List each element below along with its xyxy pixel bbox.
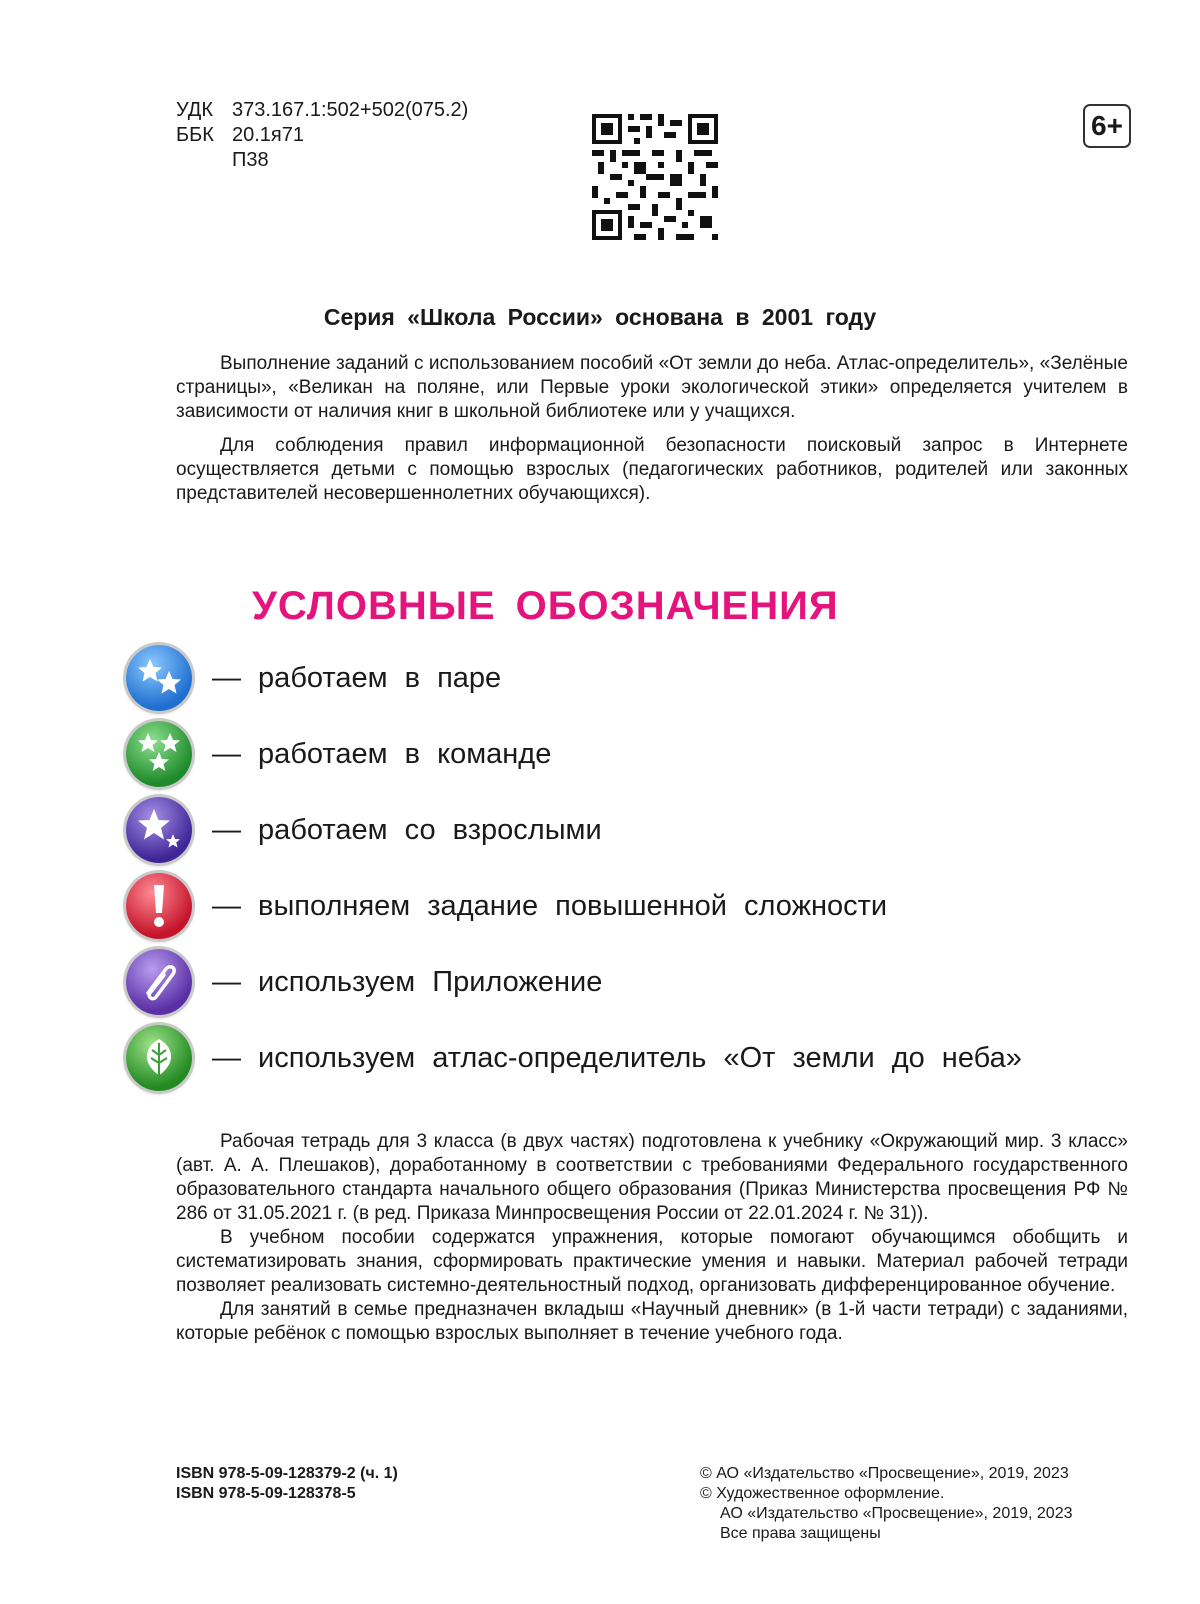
legend-list [126,640,1022,1096]
legend-label: — используем Приложение [212,965,603,998]
isbn-line: ISBN 978-5-09-128378-5 [176,1485,356,1502]
copyright-block [700,1464,1130,1544]
adults-work-icon [126,797,192,863]
legend-label: — работаем в команде [212,737,552,770]
legend-label: — работаем в паре [212,661,502,694]
description-paragraph: В учебном пособии содержатся упражнения, которые помогают обучающимся обобщить и систематизировать знания, сформировать практические умения и навыки. Материал рабочей тетради позволяет реализовать системно-деятельностный подход, организовать дифференцированное обучение. [176,1227,1128,1296]
author-code: П38 [232,149,269,171]
legend-item-appendix [126,944,1022,1020]
team-work-icon [126,721,192,787]
age-rating-badge: 6+ [1083,104,1131,148]
copyright-line: АО «Издательство «Просвещение», 2019, 2023 [720,1505,1073,1522]
bbk-value: 20.1я71 [232,124,305,146]
leaf-icon [126,1025,192,1091]
exclamation-icon [126,873,192,939]
classification-block [176,98,468,173]
legend-label: — используем атлас-определитель «От земли до неба» [212,1041,1022,1074]
legend-title: УСЛОВНЫЕ ОБОЗНАЧЕНИЯ [252,584,839,628]
qr-code [592,114,718,240]
intro-paragraph: Для соблюдения правил информационной безопасности поисковый запрос в Интернете осуществляется детьми с помощью взрослых (педагогических работников, родителей или законных представителей несовершеннолетних обучающихся). [176,435,1128,504]
legend-label: — работаем со взрослыми [212,813,602,846]
legend-item-atlas [126,1020,1022,1096]
series-line: Серия «Школа России» основана в 2001 году [323,304,877,330]
intro-paragraph: Выполнение заданий с использованием пособий «От земли до неба. Атлас-определитель», «Зелёные страницы», «Великан на поляне, или Первые уроки экологической этики» определяется учителем в зависимости от наличия книг в школьной библиотеке или у учащихся. [176,353,1128,422]
bbk-row [176,123,468,148]
legend-item-pair [126,640,1022,716]
copyright-line: © Художественное оформление. [700,1485,945,1502]
legend-label: — выполняем задание повышенной сложности [212,889,888,922]
paperclip-icon [126,949,192,1015]
intro-text [176,352,1128,516]
copyright-line: Все права защищены [720,1525,881,1542]
udk-row [176,98,468,123]
udk-label: УДК [176,99,214,121]
copyright-line: © АО «Издательство «Просвещение», 2019, 2023 [700,1465,1069,1482]
udk-value: 373.167.1:502+502(075.2) [232,99,469,121]
description-paragraph: Рабочая тетрадь для 3 класса (в двух частях) подготовлена к учебнику «Окружающий мир. 3 класс» (авт. А. А. Плешаков), доработанному в соответствии с требованиями Федерального государственного образовательного стандарта начального общего образования (Приказ Министерства просвещения РФ № 286 от 31.05.2021 г. (в ред. Приказа Минпросвещения России от 22.01.2024 г. № 31)). [176,1131,1128,1224]
isbn-block [176,1464,398,1504]
description-text [176,1130,1128,1346]
description-paragraph: Для занятий в семье предназначен вкладыш «Научный дневник» (в 1-й части тетради) с заданиями, которые ребёнок с помощью взрослых выполняет в течение учебного года. [176,1299,1128,1344]
legend-item-difficult [126,868,1022,944]
legend-item-team [126,716,1022,792]
pair-work-icon [126,645,192,711]
isbn-line: ISBN 978-5-09-128379-2 (ч. 1) [176,1465,398,1482]
legend-item-adults [126,792,1022,868]
bbk-label: ББК [176,124,214,146]
